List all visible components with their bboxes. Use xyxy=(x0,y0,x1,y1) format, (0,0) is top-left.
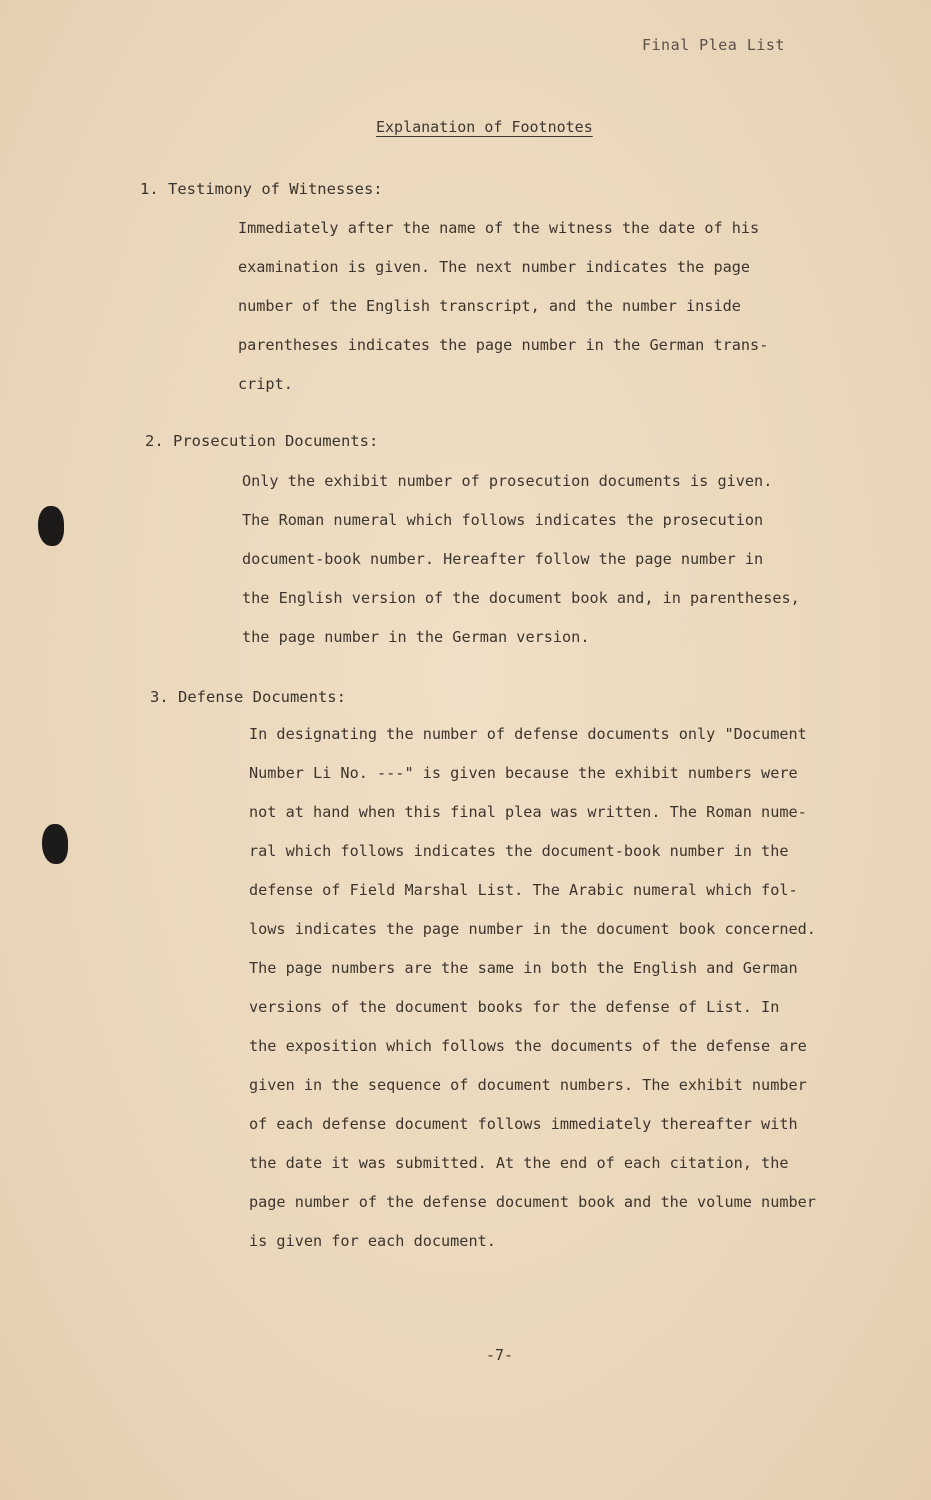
section-heading-defense: 3. Defense Documents: xyxy=(150,688,346,706)
section-body-witnesses xyxy=(238,209,768,404)
section-body-defense xyxy=(249,715,816,1261)
punch-hole-top xyxy=(38,506,64,546)
text-line: ral which follows indicates the document-book number in the xyxy=(249,842,789,860)
text-line: Number Li No. ---" is given because the exhibit numbers were xyxy=(249,764,798,782)
text-line: The Roman numeral which follows indicates the prosecution xyxy=(242,511,764,529)
text-line: Only the exhibit number of prosecution documents is given. xyxy=(242,472,773,490)
text-line: number of the English transcript, and the number inside xyxy=(238,297,741,315)
text-line: document-book number. Hereafter follow the page number in xyxy=(242,550,764,568)
text-line: is given for each document. xyxy=(249,1232,496,1250)
text-line: page number of the defense document book and the volume number xyxy=(249,1193,816,1211)
page-header: Final Plea List xyxy=(642,36,785,54)
text-line: Immediately after the name of the witness the date of his xyxy=(238,219,760,237)
text-line: defense of Field Marshal List. The Arabic numeral which fol- xyxy=(249,881,798,899)
text-line: the page number in the German version. xyxy=(242,628,590,646)
text-line: cript. xyxy=(238,375,293,393)
page-number: -7- xyxy=(486,1346,514,1364)
text-line: the English version of the document book and, in parentheses, xyxy=(242,589,800,607)
text-line: The page numbers are the same in both the English and German xyxy=(249,959,798,977)
section-body-prosecution xyxy=(242,462,800,657)
text-line: not at hand when this final plea was written. The Roman nume- xyxy=(249,803,807,821)
page-title: Explanation of Footnotes xyxy=(376,118,593,136)
text-line: versions of the document books for the defense of List. In xyxy=(249,998,780,1016)
text-line: of each defense document follows immediately thereafter with xyxy=(249,1115,798,1133)
text-line: parentheses indicates the page number in the German trans- xyxy=(238,336,769,354)
text-line: In designating the number of defense documents only "Document xyxy=(249,725,807,743)
text-line: given in the sequence of document numbers. The exhibit number xyxy=(249,1076,807,1094)
text-line: lows indicates the page number in the document book concerned. xyxy=(249,920,816,938)
text-line: the date it was submitted. At the end of each citation, the xyxy=(249,1154,789,1172)
section-heading-prosecution: 2. Prosecution Documents: xyxy=(145,432,379,450)
text-line: the exposition which follows the documents of the defense are xyxy=(249,1037,807,1055)
punch-hole-bottom xyxy=(42,824,68,864)
text-line: examination is given. The next number indicates the page xyxy=(238,258,751,276)
section-heading-witnesses: 1. Testimony of Witnesses: xyxy=(140,180,383,198)
